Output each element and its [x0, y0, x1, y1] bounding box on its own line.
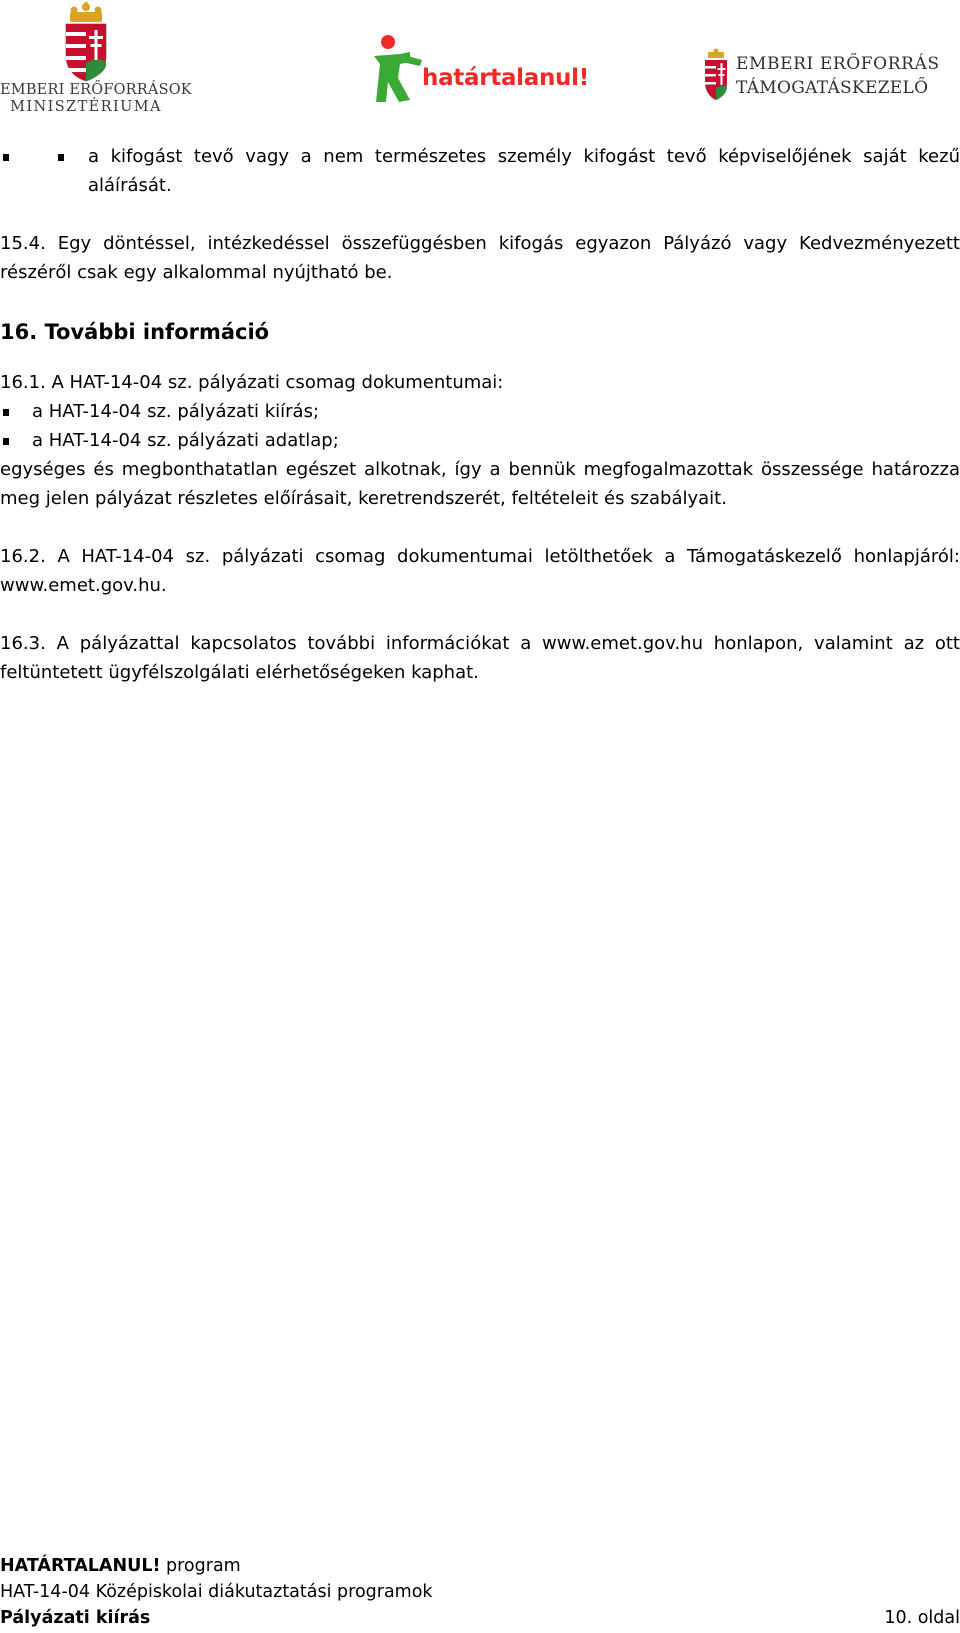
emmi-logo-line1: EMBERI ERŐFORRÁSOK — [0, 82, 192, 98]
paragraph-16-1: 16.1. A HAT-14-04 sz. pályázati csomag dokumentumai: — [0, 372, 504, 393]
emet-logo-line2: TÁMOGATÁSKEZELŐ — [736, 78, 929, 98]
paragraph-16-3: 16.3. A pályázattal kapcsolatos további információkat a www.emet.gov.hu honlapon, valamint az ott feltüntetett ügyfélszolgálati elérhetőségeken kaphat. — [0, 633, 960, 683]
footer-program-suffix: program — [160, 1556, 241, 1576]
footer-program-name: HATÁRTALANUL! — [0, 1556, 161, 1576]
emmi-logo — [0, 0, 192, 118]
page-footer — [0, 1553, 960, 1631]
doc-list-item — [0, 397, 960, 426]
bullet-square-icon — [58, 154, 64, 161]
emmi-logo-line2: MINISZTÉRIUMA — [10, 99, 162, 115]
footer-doc-title: Pályázati kiírás — [0, 1608, 151, 1628]
emet-logo-line1: EMBERI ERŐFORRÁS — [736, 54, 940, 74]
doc-list-item-text: a HAT-14-04 sz. pályázati adatlap; — [32, 430, 339, 451]
footer-doc-row — [0, 1605, 960, 1631]
document-body — [0, 142, 960, 687]
running-figure-icon — [370, 34, 426, 104]
emet-logo — [702, 46, 960, 106]
bullet-square-icon — [3, 409, 9, 416]
doc-list-item — [0, 426, 960, 455]
bullet-square-icon — [3, 438, 9, 445]
page-header — [0, 0, 960, 120]
coat-of-arms-icon — [58, 2, 114, 82]
footer-subtitle: HAT-14-04 Középiskolai diákutaztatási programok — [0, 1582, 433, 1602]
bullet-signature — [0, 142, 960, 200]
doc-list-item-text: a HAT-14-04 sz. pályázati kiírás; — [32, 401, 320, 422]
paragraph-16-1-continued: egységes és megbonthatatlan egészet alkotnak, így a bennük megfogalmazottak összessége határozza meg jelen pályázat részletes előírásait, keretrendszerét, feltételeit és szabályait. — [0, 459, 960, 509]
paragraph-16-2: 16.2. A HAT-14-04 sz. pályázati csomag dokumentumai letölthetőek a Támogatáskezelő honlapjáról: www.emet.gov.hu. — [0, 546, 960, 596]
hatartalanul-logo-text: határtalanul! — [422, 65, 589, 91]
bullet-signature-text: a kifogást tevő vagy a nem természetes személy kifogást tevő képviselőjének saját kezű aláírását. — [88, 146, 960, 196]
small-coat-of-arms-icon — [702, 48, 730, 102]
footer-program — [0, 1553, 960, 1579]
paragraph-15-4: 15.4. Egy döntéssel, intézkedéssel összefüggésben kifogás egyazon Pályázó vagy Kedvezményezett részéről csak egy alkalommal nyújtható be. — [0, 233, 960, 283]
section-heading-16: 16. További információ — [0, 320, 270, 344]
hatartalanul-logo — [370, 34, 590, 106]
page-number: 10. oldal — [884, 1608, 960, 1628]
